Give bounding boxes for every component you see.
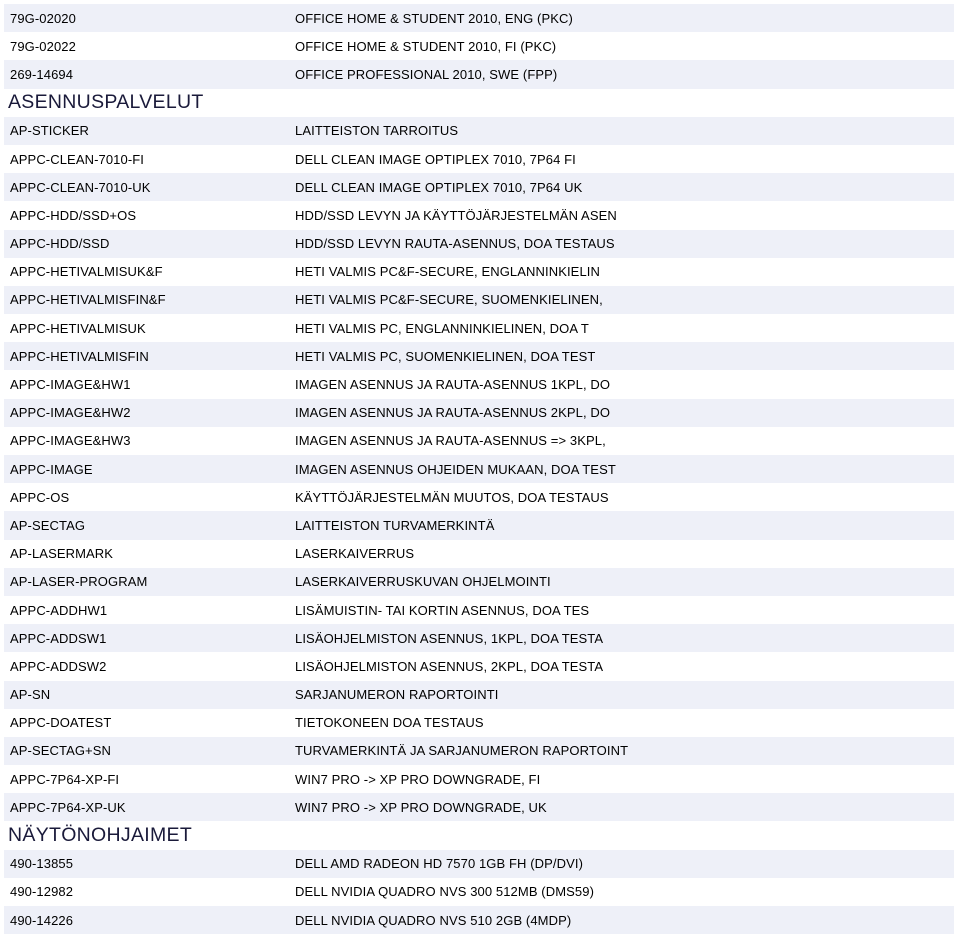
list-item <box>4 596 954 624</box>
product-code: 490-13855 <box>10 856 74 872</box>
product-description: HETI VALMIS PC&F-SECURE, ENGLANNINKIELIN <box>295 264 600 280</box>
list-item <box>4 370 954 398</box>
product-description: TURVAMERKINTÄ JA SARJANUMERON RAPORTOINT <box>295 743 629 759</box>
product-description: WIN7 PRO -> XP PRO DOWNGRADE, UK <box>295 799 547 815</box>
product-code: APPC-HDD/SSD+OS <box>10 207 137 223</box>
list-item <box>4 117 954 145</box>
list-item <box>4 624 954 652</box>
product-description: LASERKAIVERRUS <box>295 546 415 562</box>
product-code: APPC-7P64-XP-FI <box>10 771 120 787</box>
product-description: LAITTEISTON TURVAMERKINTÄ <box>295 517 495 533</box>
product-description: OFFICE HOME & STUDENT 2010, ENG (PKC) <box>295 10 573 26</box>
product-description: LASERKAIVERRUSKUVAN OHJELMOINTI <box>295 574 551 590</box>
product-description: SARJANUMERON RAPORTOINTI <box>295 687 499 703</box>
list-item <box>4 60 954 88</box>
product-description: HDD/SSD LEVYN JA KÄYTTÖJÄRJESTELMÄN ASEN <box>295 207 617 223</box>
section-office <box>0 4 960 89</box>
list-item <box>4 765 954 793</box>
product-description: WIN7 PRO -> XP PRO DOWNGRADE, FI <box>295 771 541 787</box>
section-heading: NÄYTÖNOHJAIMET <box>8 824 193 847</box>
list-item <box>4 427 954 455</box>
product-description: IMAGEN ASENNUS JA RAUTA-ASENNUS 2KPL, DO <box>295 405 611 421</box>
product-code: APPC-IMAGE&HW2 <box>10 405 131 421</box>
product-code: APPC-7P64-XP-UK <box>10 799 126 815</box>
list-item <box>4 258 954 286</box>
list-item <box>4 286 954 314</box>
list-item <box>4 709 954 737</box>
product-description: HETI VALMIS PC, SUOMENKIELINEN, DOA TEST <box>295 348 596 364</box>
list-item <box>4 511 954 539</box>
list-item <box>4 455 954 483</box>
product-description: LISÄMUISTIN- TAI KORTIN ASENNUS, DOA TES <box>295 602 590 618</box>
list-item <box>4 540 954 568</box>
product-code: 269-14694 <box>10 66 74 82</box>
product-code: APPC-HETIVALMISUK <box>10 320 146 336</box>
section-heading: ASENNUSPALVELUT <box>8 91 204 114</box>
list-item <box>4 173 954 201</box>
product-description: IMAGEN ASENNUS JA RAUTA-ASENNUS 1KPL, DO <box>295 377 611 393</box>
product-code: APPC-IMAGE&HW1 <box>10 377 131 393</box>
product-description: LISÄOHJELMISTON ASENNUS, 1KPL, DOA TESTA <box>295 630 604 646</box>
product-description: DELL CLEAN IMAGE OPTIPLEX 7010, 7P64 UK <box>295 179 583 195</box>
product-code: AP-LASER-PROGRAM <box>10 574 148 590</box>
list-item <box>4 483 954 511</box>
product-code: AP-SN <box>10 687 51 703</box>
product-code: 490-12982 <box>10 884 74 900</box>
section-installation-services <box>0 89 960 822</box>
product-description: HETI VALMIS PC&F-SECURE, SUOMENKIELINEN, <box>295 292 603 308</box>
list-item <box>4 4 954 32</box>
product-code: APPC-HETIVALMISUK&F <box>10 264 163 280</box>
product-code: APPC-IMAGE&HW3 <box>10 433 131 449</box>
product-code: APPC-HETIVALMISFIN <box>10 348 149 364</box>
product-description: OFFICE PROFESSIONAL 2010, SWE (FPP) <box>295 66 558 82</box>
list-item <box>4 906 954 934</box>
product-code: APPC-ADDSW2 <box>10 658 107 674</box>
product-description: IMAGEN ASENNUS OHJEIDEN MUKAAN, DOA TEST <box>295 461 616 477</box>
product-description: DELL NVIDIA QUADRO NVS 510 2GB (4MDP) <box>295 912 572 928</box>
product-code: APPC-ADDSW1 <box>10 630 107 646</box>
product-description: LISÄOHJELMISTON ASENNUS, 2KPL, DOA TESTA <box>295 658 604 674</box>
list-item <box>4 399 954 427</box>
product-description: DELL NVIDIA QUADRO NVS 300 512MB (DMS59) <box>295 884 595 900</box>
product-description: KÄYTTÖJÄRJESTELMÄN MUUTOS, DOA TESTAUS <box>295 489 609 505</box>
product-code: AP-LASERMARK <box>10 546 114 562</box>
product-code: APPC-OS <box>10 489 70 505</box>
product-code: 490-14226 <box>10 912 74 928</box>
list-item <box>4 342 954 370</box>
product-code: APPC-DOATEST <box>10 715 112 731</box>
product-description: IMAGEN ASENNUS JA RAUTA-ASENNUS => 3KPL, <box>295 433 606 449</box>
list-item <box>4 201 954 229</box>
list-item <box>4 793 954 821</box>
product-code: 79G-02022 <box>10 38 76 54</box>
list-item <box>4 32 954 60</box>
section-graphics-cards <box>0 821 960 934</box>
product-code: APPC-HDD/SSD <box>10 236 110 252</box>
product-code: APPC-IMAGE <box>10 461 93 477</box>
list-item <box>4 681 954 709</box>
product-code: AP-SECTAG <box>10 517 86 533</box>
product-description: LAITTEISTON TARROITUS <box>295 123 459 139</box>
list-item <box>4 230 954 258</box>
list-item <box>4 314 954 342</box>
list-item <box>4 878 954 906</box>
product-description: DELL CLEAN IMAGE OPTIPLEX 7010, 7P64 FI <box>295 151 576 167</box>
product-code: AP-SECTAG+SN <box>10 743 112 759</box>
product-code: APPC-ADDHW1 <box>10 602 108 618</box>
product-description: TIETOKONEEN DOA TESTAUS <box>295 715 484 731</box>
list-item <box>4 145 954 173</box>
product-description: HDD/SSD LEVYN RAUTA-ASENNUS, DOA TESTAUS <box>295 236 615 252</box>
product-description: HETI VALMIS PC, ENGLANNINKIELINEN, DOA T <box>295 320 589 336</box>
product-code: APPC-CLEAN-7010-FI <box>10 151 145 167</box>
product-code: APPC-CLEAN-7010-UK <box>10 179 151 195</box>
list-item <box>4 737 954 765</box>
product-description: DELL AMD RADEON HD 7570 1GB FH (DP/DVI) <box>295 856 584 872</box>
product-code: APPC-HETIVALMISFIN&F <box>10 292 166 308</box>
list-item <box>4 568 954 596</box>
list-item <box>4 850 954 878</box>
product-code: AP-STICKER <box>10 123 90 139</box>
product-code: 79G-02020 <box>10 10 76 26</box>
list-item <box>4 652 954 680</box>
product-description: OFFICE HOME & STUDENT 2010, FI (PKC) <box>295 38 557 54</box>
